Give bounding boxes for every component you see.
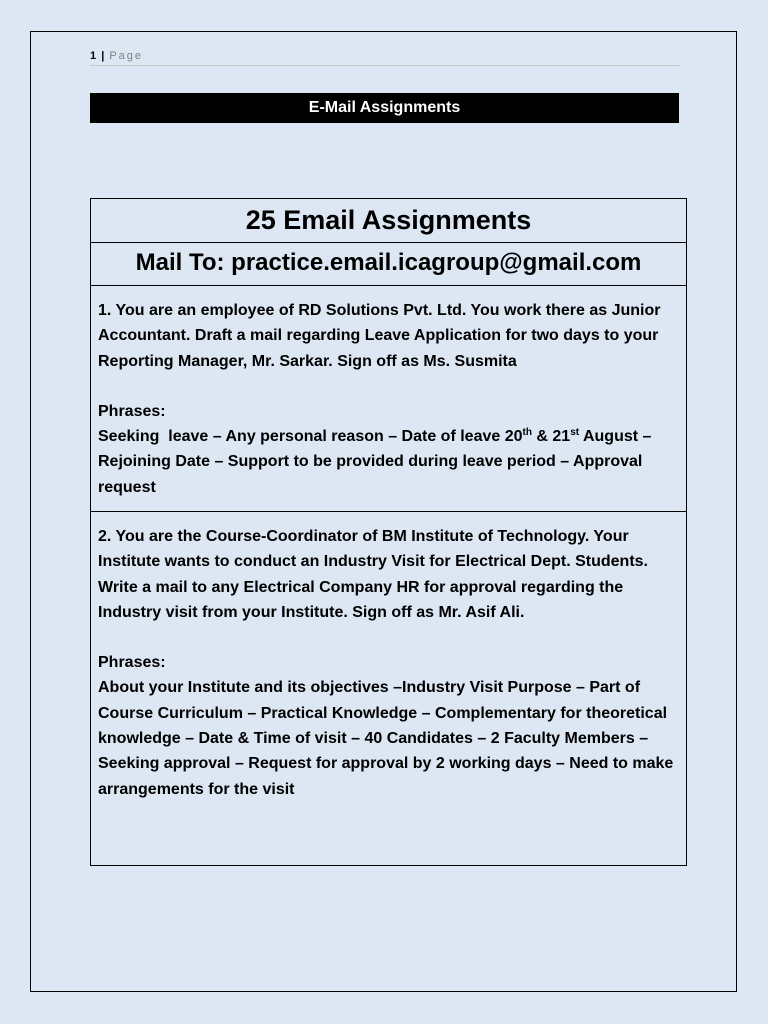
page-label: Page <box>109 50 144 62</box>
assignment-1-phrases: Seeking leave – Any personal reason – Date of leave 20th & 21st August – Rejoining Date – Support to be provided during leave period – Approval request <box>98 427 652 496</box>
page-number: 1 <box>90 50 97 62</box>
assignment-1-description: 1. You are an employee of RD Solutions Pvt. Ltd. You work there as Junior Accountant. Draft a mail regarding Leave Application for two days to your Reporting Manager, Mr. Sarkar. Sign off as Ms. Susmita <box>98 302 661 370</box>
assignment-1-phrases-label: Phrases: <box>98 402 166 420</box>
section-banner: E-Mail Assignments <box>90 93 679 123</box>
assignment-2-phrases: About your Institute and its objectives –Industry Visit Purpose – Part of Course Curriculum – Practical Knowledge – Complementary for theoretical knowledge – Date & Time of visit – 40 Candidates – 2 Faculty Members – Seeking approval – Request for approval by 2 working days – Need to make arrangements for the visit <box>98 679 674 798</box>
mail-to-line: Mail To: practice.email.icagroup@gmail.com <box>91 243 686 286</box>
assignment-2-description: 2. You are the Course-Coordinator of BM Institute of Technology. Your Institute wants to conduct an Industry Visit for Electrical Dept. Students. Write a mail to any Electrical Company HR for approval regarding the Industry visit from your Institute. Sign off as Mr. Asif Ali. <box>98 528 648 621</box>
assignment-table <box>90 198 687 866</box>
assignment-1 <box>91 286 686 512</box>
assignment-2-phrases-label: Phrases: <box>98 654 166 672</box>
page-separator: | <box>101 50 105 62</box>
assignment-2 <box>91 512 686 802</box>
table-title: 25 Email Assignments <box>91 199 686 243</box>
page-header <box>90 48 680 66</box>
